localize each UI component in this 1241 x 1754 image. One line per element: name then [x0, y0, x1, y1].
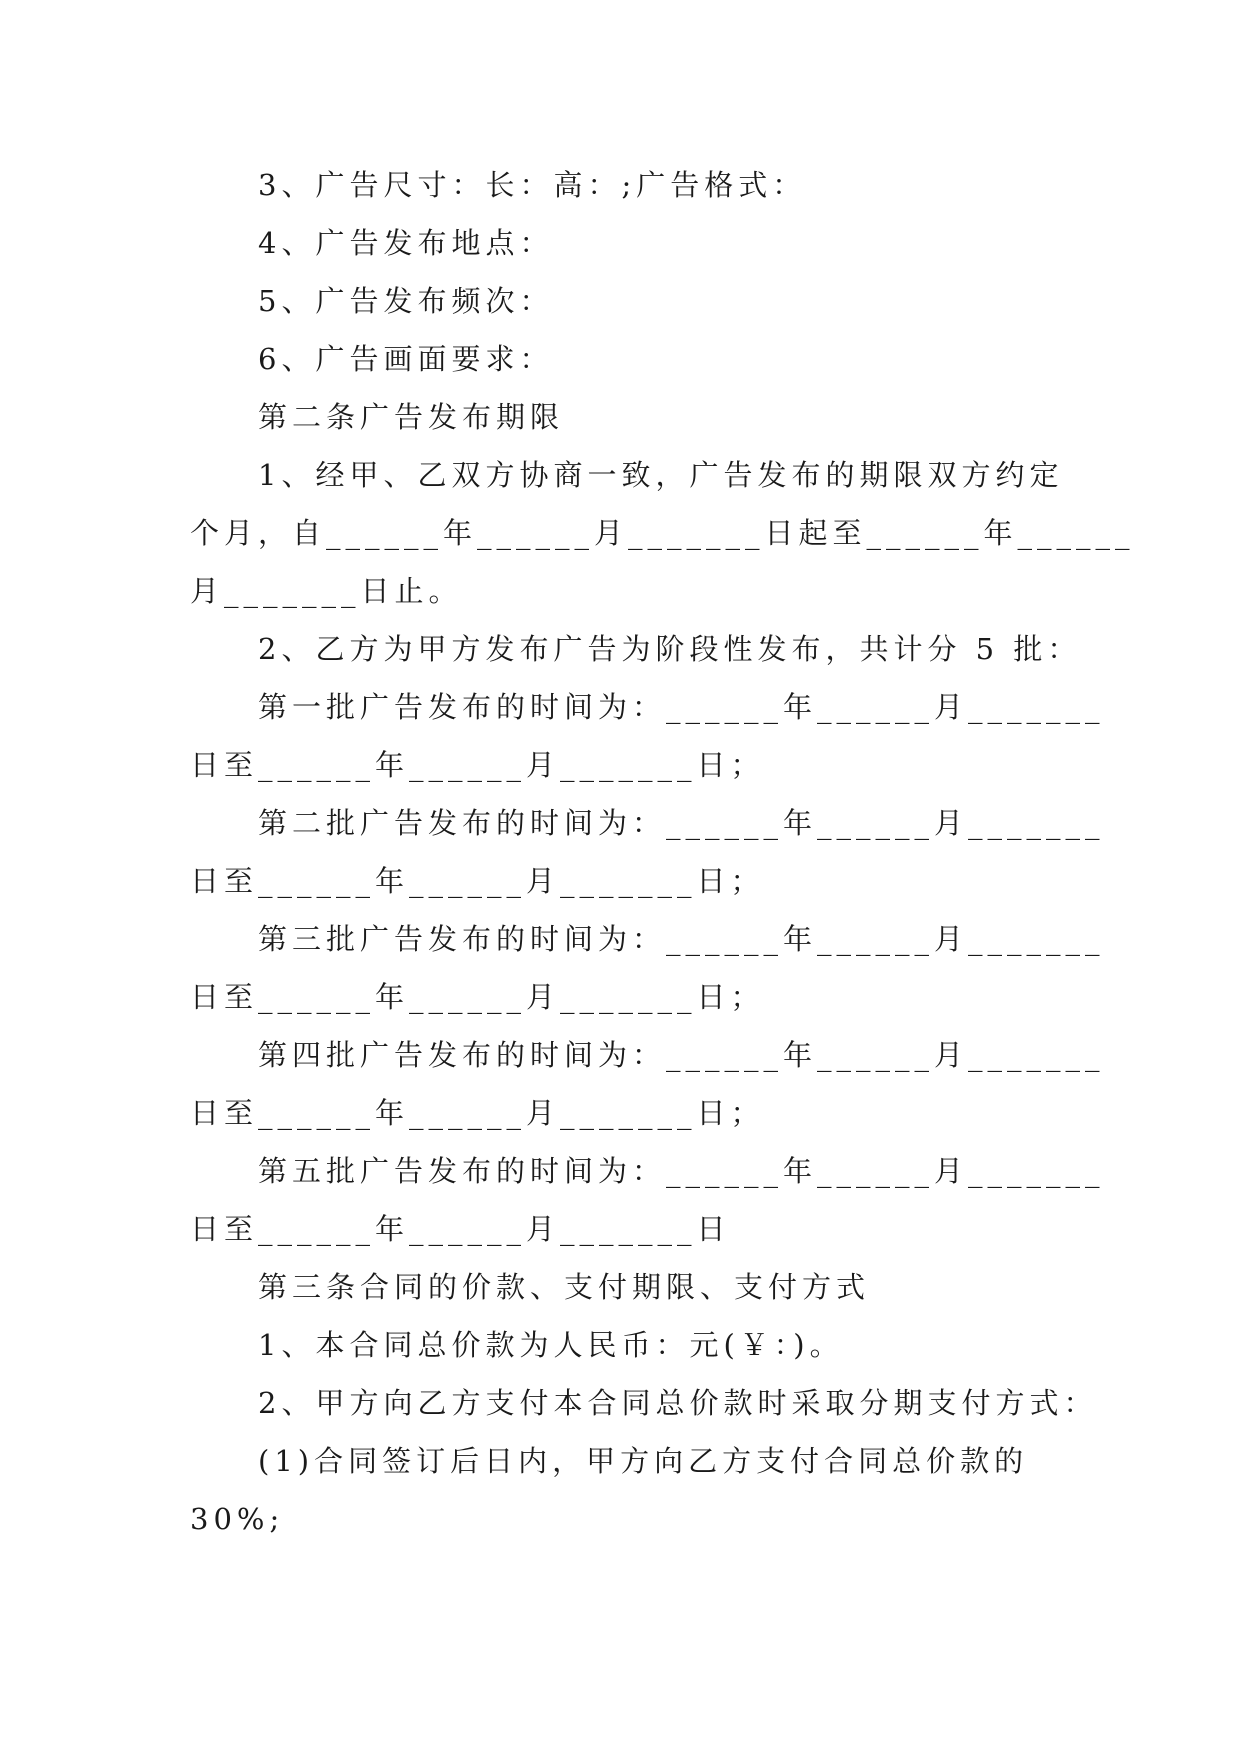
- batch-three-end: 日至______年______月_______日；: [190, 980, 765, 1014]
- batch-four-line: 第四批广告发布的时间为：______年______月_______: [258, 1038, 1105, 1072]
- batch-five-line: 第五批广告发布的时间为：______年______月_______: [258, 1154, 1105, 1188]
- batch-one-line: 第一批广告发布的时间为：______年______月_______: [258, 690, 1105, 724]
- clause-ad-visual: 6、广告画面要求：: [258, 342, 554, 376]
- batch-one-end: 日至______年______月_______日；: [190, 748, 765, 782]
- paragraph-line: (1)合同签订后日内，甲方向乙方支付合同总价款的: [258, 1444, 1029, 1478]
- batch-three-line: 第三批广告发布的时间为：______年______月_______: [258, 922, 1105, 956]
- batch-two-line: 第二批广告发布的时间为：______年______月_______: [258, 806, 1105, 840]
- paragraph-line: 个月，自______年______月_______日起至______年______: [190, 516, 1135, 550]
- paragraph-line: 30%;: [190, 1502, 285, 1536]
- paragraph-line: 1、经甲、乙双方协商一致，广告发布的期限双方约定: [258, 458, 1064, 492]
- clause-ad-frequency: 5、广告发布频次：: [258, 284, 554, 318]
- paragraph-line: 2、乙方为甲方发布广告为阶段性发布，共计分 5 批：: [258, 632, 1082, 666]
- batch-four-end: 日至______年______月_______日；: [190, 1096, 765, 1130]
- paragraph-line: 2、甲方向乙方支付本合同总价款时采取分期支付方式：: [258, 1386, 1098, 1420]
- paragraph-line: 月_______日止。: [190, 574, 463, 608]
- batch-five-end: 日至______年______月_______日: [190, 1212, 731, 1246]
- article-three-heading: 第三条合同的价款、支付期限、支付方式: [258, 1270, 871, 1304]
- article-two-heading: 第二条广告发布期限: [258, 400, 565, 434]
- batch-two-end: 日至______年______月_______日；: [190, 864, 765, 898]
- paragraph-line: 1、本合同总价款为人民币：元(￥：)。: [258, 1328, 844, 1362]
- clause-ad-location: 4、广告发布地点：: [258, 226, 554, 260]
- clause-ad-size: 3、广告尺寸：长：高：;广告格式：: [258, 168, 807, 202]
